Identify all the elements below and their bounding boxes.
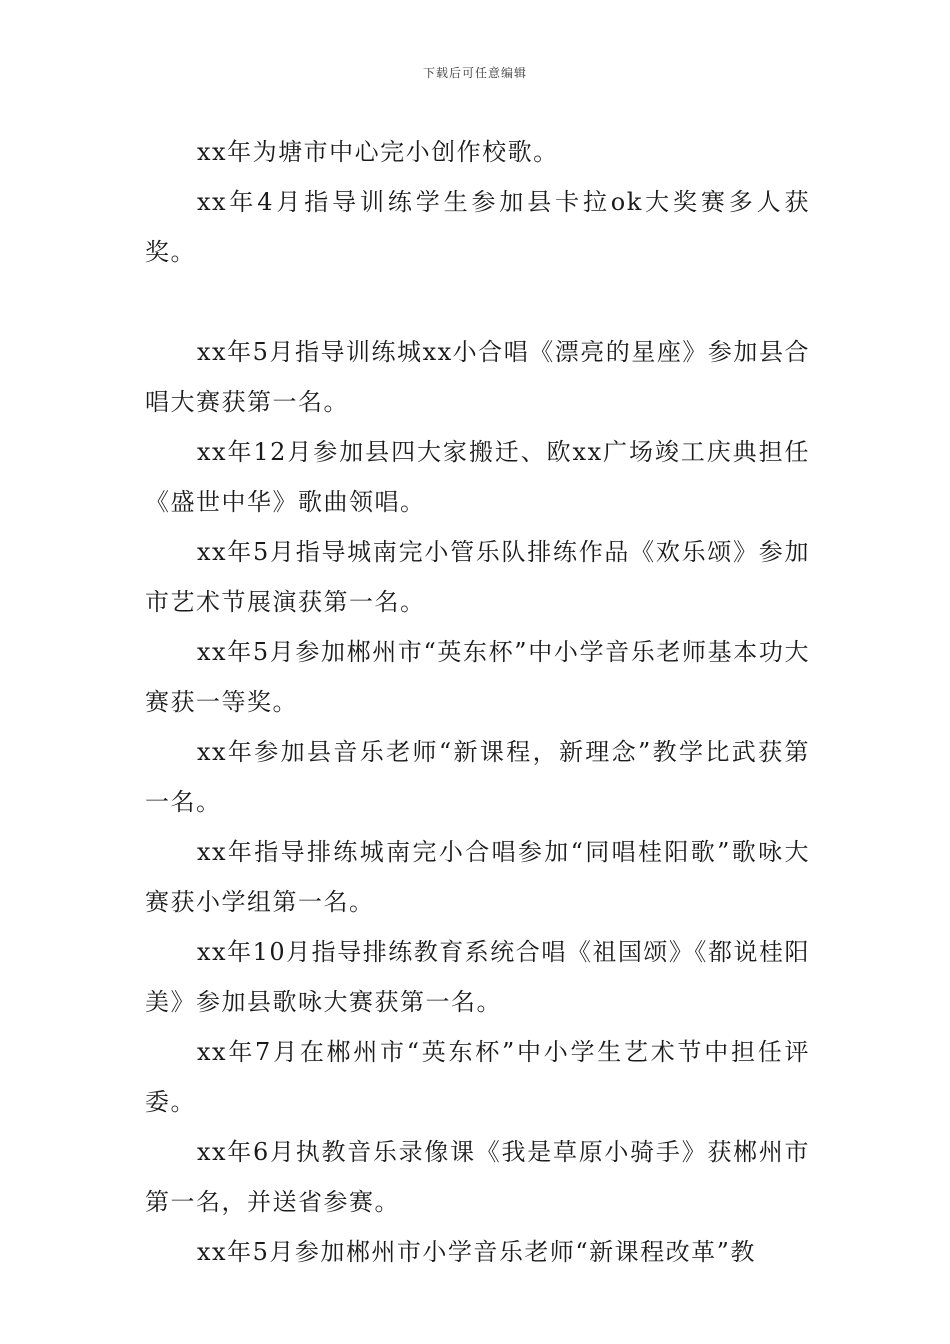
paragraph-curriculum-reform: xx年5月参加郴州市小学音乐老师“新课程改革”教: [197, 1238, 756, 1266]
paragraph-education-choir: xx年10月指导排练教育系统合唱《祖国颂》《都说桂阳美》参加县歌咏大赛获第一名。: [145, 938, 810, 1016]
blank-line: [145, 277, 810, 327]
paragraph-video-lesson: xx年6月执教音乐录像课《我是草原小骑手》获郴州市第一名，并送省参赛。: [145, 1138, 810, 1216]
paragraph-singing-contest: xx年指导排练城南完小合唱参加“同唱桂阳歌”歌咏大赛获小学组第一名。: [145, 838, 810, 916]
paragraph-teaching-competition: xx年参加县音乐老师“新课程，新理念”教学比武获第一名。: [145, 738, 810, 816]
document-body: [145, 127, 810, 1277]
paragraph-teacher-skills-contest: xx年5月参加郴州市“英东杯”中小学音乐老师基本功大赛获一等奖。: [145, 638, 810, 716]
page-header-note: 下载后可任意编辑: [422, 66, 527, 80]
paragraph-choir-contest: xx年5月指导训练城xx小合唱《漂亮的星座》参加县合唱大赛获第一名。: [145, 338, 810, 416]
paragraph-ceremony-lead-singer: xx年12月参加县四大家搬迁、欧xx广场竣工庆典担任《盛世中华》歌曲领唱。: [145, 438, 810, 516]
paragraph-school-song: xx年为塘市中心完小创作校歌。: [197, 138, 559, 166]
paragraph-judge: xx年7月在郴州市“英东杯”中小学生艺术节中担任评委。: [145, 1038, 810, 1116]
paragraph-karaoke-contest: xx年4月指导训练学生参加县卡拉ok大奖赛多人获奖。: [145, 188, 810, 266]
paragraph-band-performance: xx年5月指导城南完小管乐队排练作品《欢乐颂》参加市艺术节展演获第一名。: [145, 538, 810, 616]
